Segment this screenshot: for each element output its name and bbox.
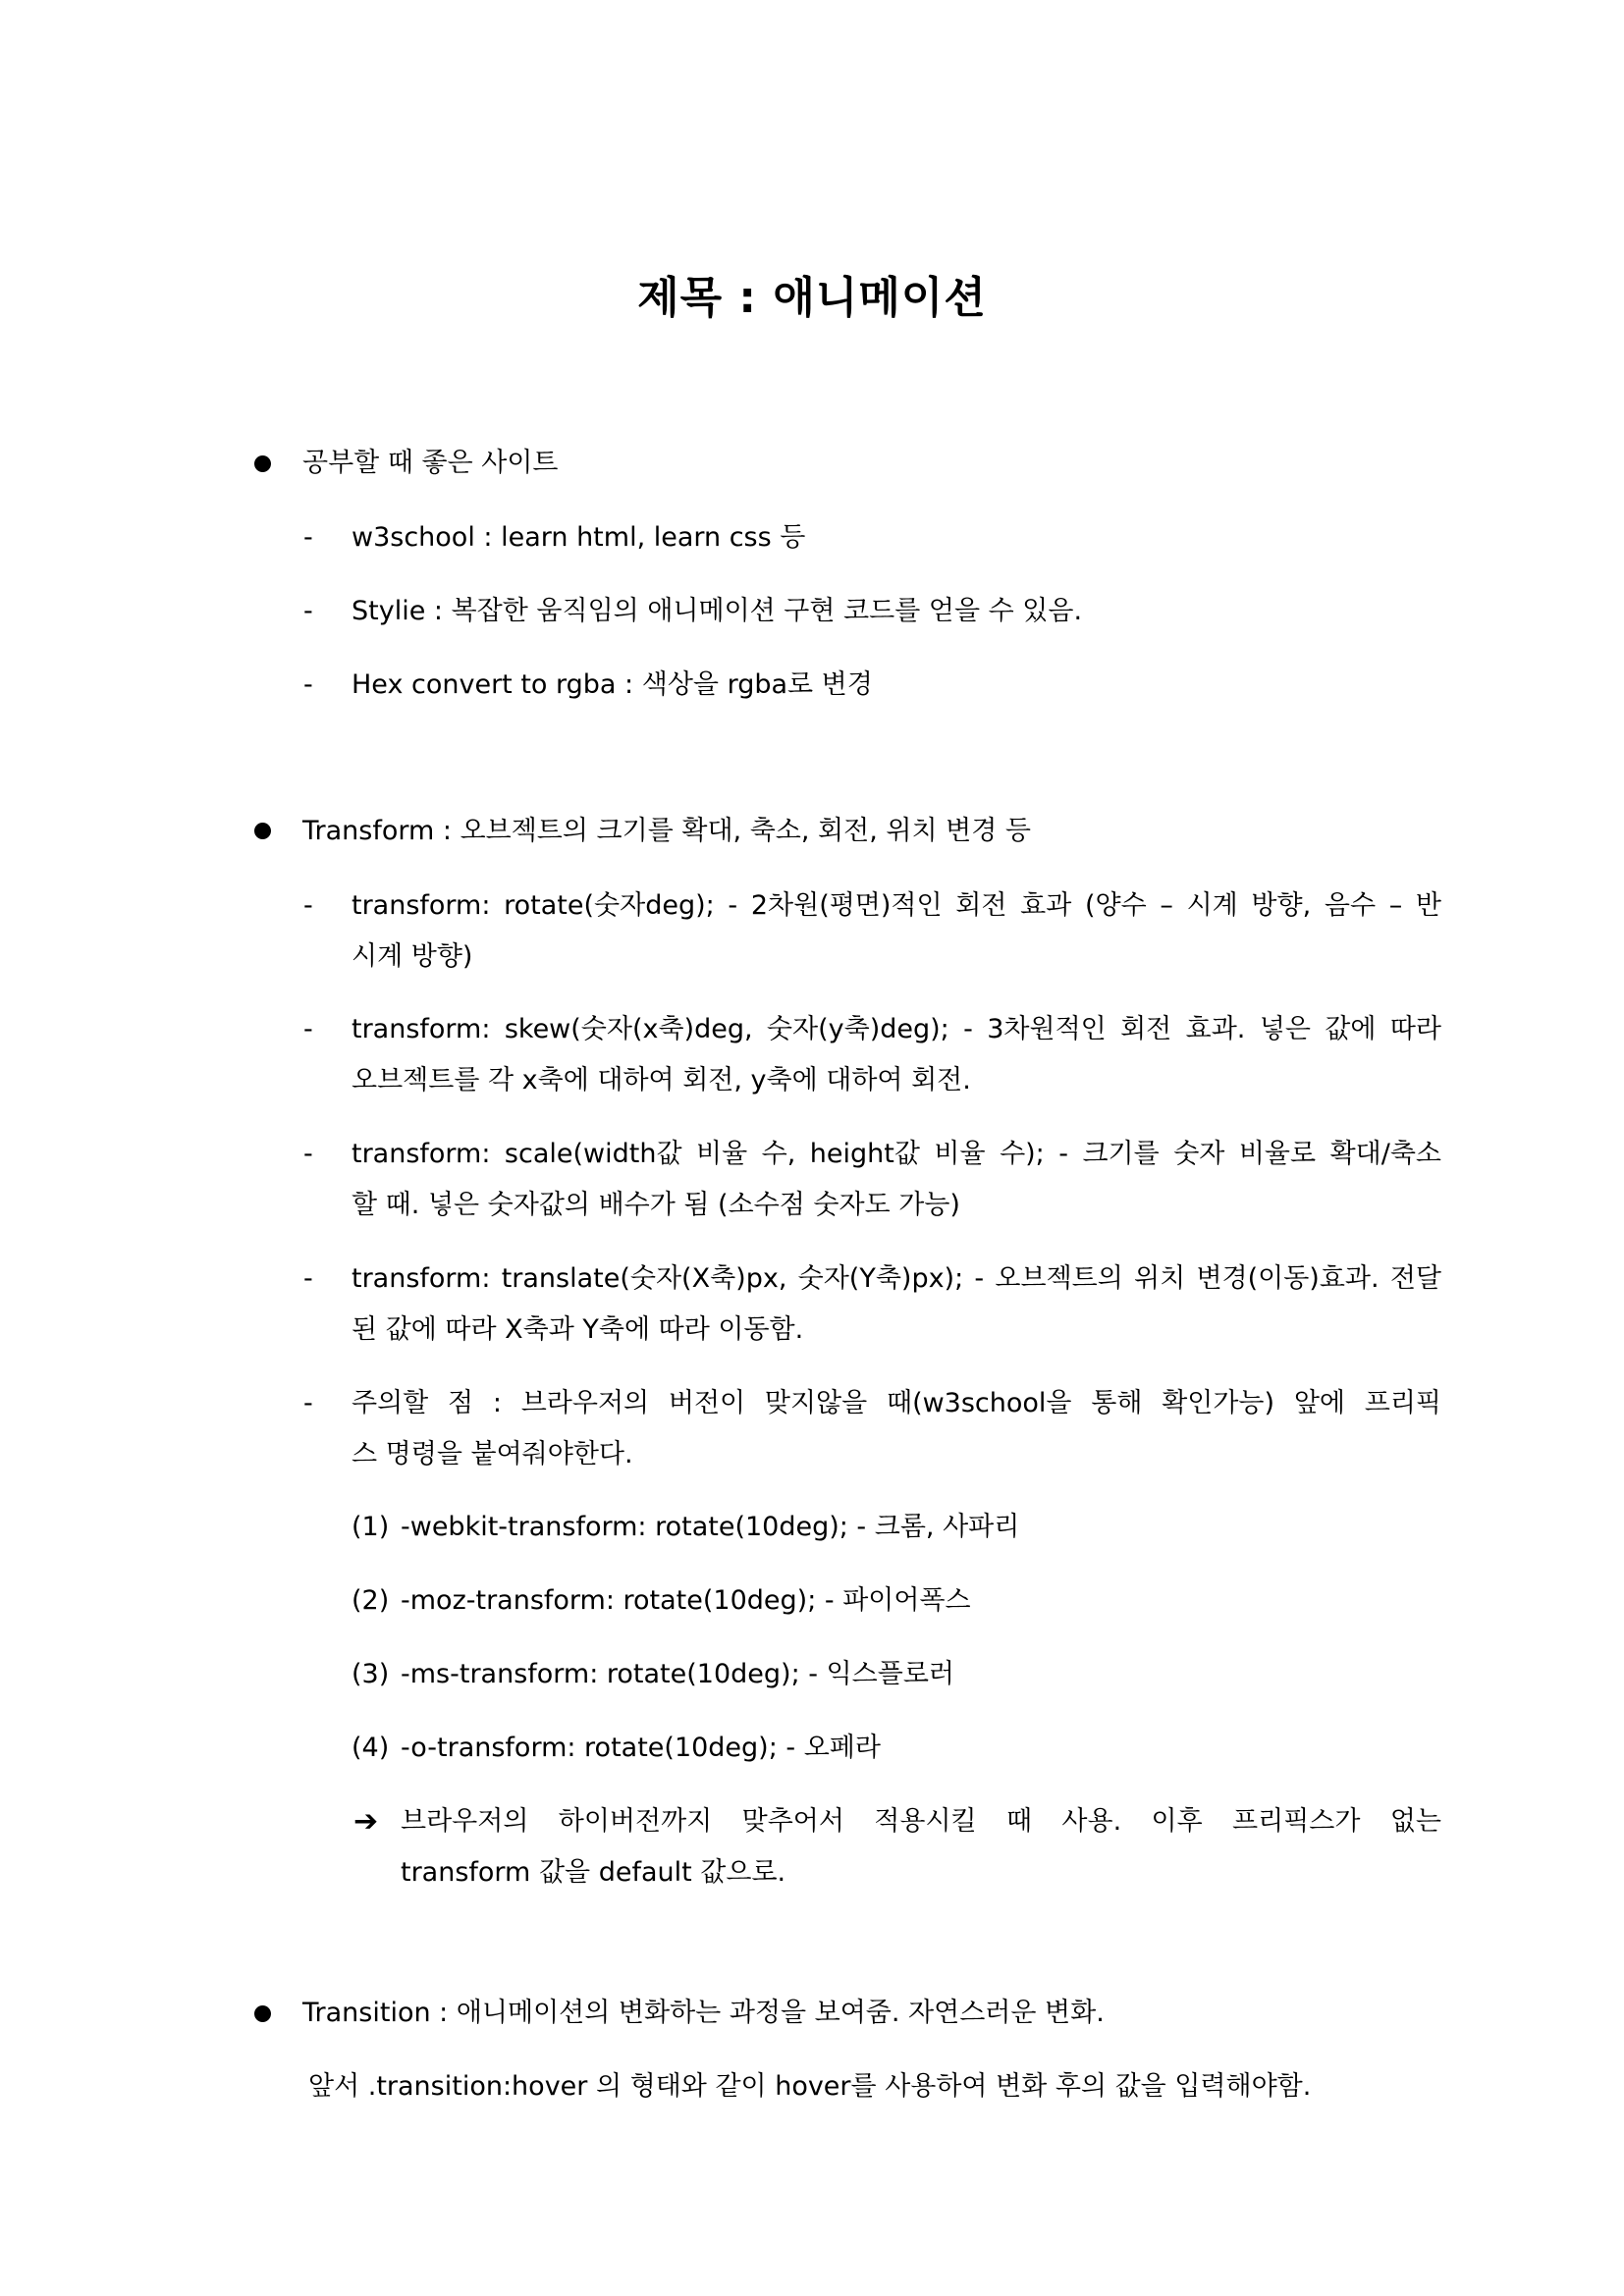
prefix-item: -ms-transform: rotate(10deg); - 익스플로러 — [401, 1659, 954, 1689]
section-body-text: 앞서 .transition:hover 의 형태와 같이 hover를 사용하여 변화 후의 값을 입력해야함. — [308, 2071, 1312, 2102]
prefix-item: -moz-transform: rotate(10deg); - 파이어폭스 — [401, 1585, 971, 1616]
dash-marker: - — [303, 522, 313, 553]
dash-marker: - — [303, 1388, 313, 1418]
note-line: 브라우저의 하이버전까지 맞추어서 적용시킬 때 사용. 이후 프리픽스가 없는 — [401, 1806, 1441, 1837]
section-heading-transition: Transition : 애니메이션의 변화하는 과정을 보여줌. 자연스러운 변화. — [302, 1998, 1105, 2028]
bullet-icon — [254, 823, 271, 839]
bullet-icon — [254, 2005, 271, 2022]
prefix-item: -webkit-transform: rotate(10deg); - 크롬, 사파리 — [401, 1512, 1020, 1542]
dash-marker: - — [303, 1014, 313, 1044]
bullet-icon — [254, 455, 271, 472]
list-item-line: 된 값에 따라 X축과 Y축에 따라 이동함. — [352, 1314, 804, 1345]
arrow-right-icon: ➔ — [353, 1804, 379, 1839]
list-item: Hex convert to rgba : 색상을 rgba로 변경 — [352, 669, 873, 700]
prefix-item: -o-transform: rotate(10deg); - 오페라 — [401, 1733, 881, 1763]
note-line: transform 값을 default 값으로. — [401, 1857, 786, 1888]
list-number: (3) — [352, 1659, 390, 1689]
list-item-line: 할 때. 넣은 숫자값의 배수가 됨 (소수점 숫자도 가능) — [352, 1190, 960, 1220]
list-item-line: transform: skew(숫자(x축)deg, 숫자(y축)deg); - 3차원적인 회전 효과. 넣은 값에 따라 — [352, 1014, 1441, 1044]
list-item-line: transform: rotate(숫자deg); - 2차원(평면)적인 회전 효과 (양수 – 시계 방향, 음수 – 반 — [352, 890, 1441, 921]
list-item: w3school : learn html, learn css 등 — [352, 522, 806, 553]
list-item-line: 스 명령을 붙여줘야한다. — [352, 1439, 633, 1469]
dash-marker: - — [303, 669, 313, 700]
section-heading-study-sites: 공부할 때 좋은 사이트 — [302, 448, 559, 478]
list-item-line: 주의할 점 : 브라우저의 버전이 맞지않을 때(w3school을 통해 확인가능) 앞에 프리픽 — [352, 1388, 1441, 1418]
dash-marker: - — [303, 890, 313, 921]
list-number: (2) — [352, 1585, 390, 1616]
list-number: (1) — [352, 1512, 390, 1542]
dash-marker: - — [303, 1139, 313, 1169]
dash-marker: - — [303, 596, 313, 626]
list-number: (4) — [352, 1733, 390, 1763]
list-item-line: transform: translate(숫자(X축)px, 숫자(Y축)px); - 오브젝트의 위치 변경(이동)효과. 전달 — [352, 1263, 1441, 1294]
list-item: Stylie : 복잡한 움직임의 애니메이션 구현 코드를 얻을 수 있음. — [352, 596, 1083, 626]
list-item-line: transform: scale(width값 비율 수, height값 비율 수); - 크기를 숫자 비율로 확대/축소 — [352, 1139, 1441, 1169]
section-heading-transform: Transform : 오브젝트의 크기를 확대, 축소, 회전, 위치 변경 등 — [302, 816, 1031, 846]
dash-marker: - — [303, 1263, 313, 1294]
document-title: 제목 : 애니메이션 — [637, 273, 987, 323]
list-item-line: 시계 방향) — [352, 941, 473, 972]
list-item-line: 오브젝트를 각 x축에 대하여 회전, y축에 대하여 회전. — [352, 1065, 971, 1095]
